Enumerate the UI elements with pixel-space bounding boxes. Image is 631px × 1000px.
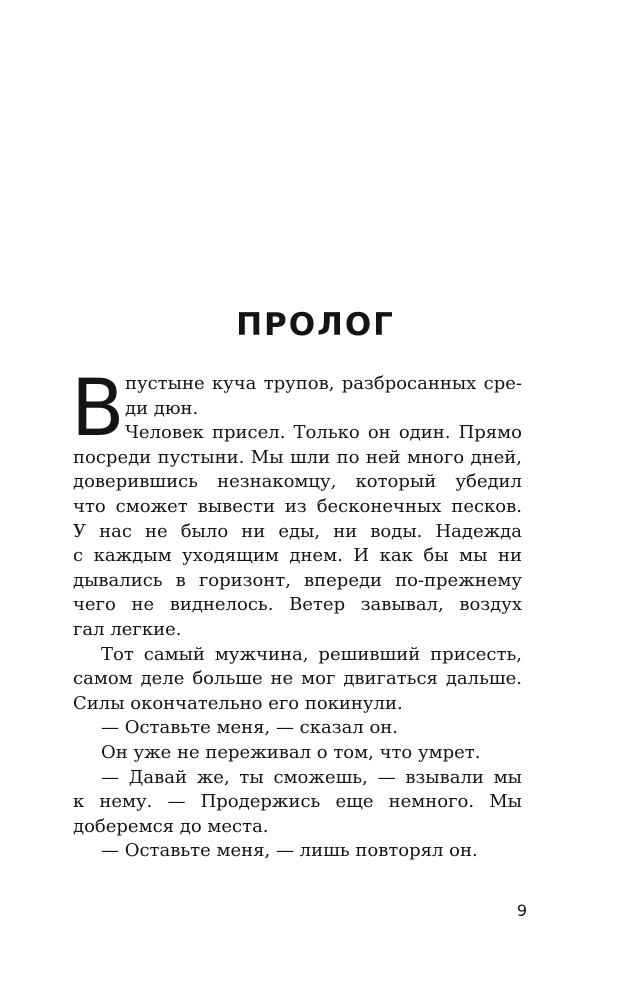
text-line: Силы окончательно его покинули. (73, 692, 403, 714)
text-line: Человек присел. Только он один. Прямо (125, 422, 522, 444)
text-line: чего не виднелось. Ветер завывал, воздух (73, 594, 522, 616)
text-line: что сможет вывести из бесконечных песков. (73, 495, 522, 517)
text-line: пустыне куча трупов, разбросанных сре- (125, 373, 522, 394)
text-line: Он уже не переживал о том, что умрет. (101, 741, 481, 763)
drop-cap: В (71, 364, 125, 454)
chapter-title: ПРОЛОГ (236, 307, 395, 343)
text-line: доверившись незнакомцу, который убедил (73, 471, 522, 493)
text-line: дывались в горизонт, впереди по-прежнему (73, 569, 522, 591)
text-line: ди дюн. (125, 397, 199, 419)
text-line: У нас не было ни еды, ни воды. Надежда (73, 520, 522, 542)
text-line: доберемся до места. (73, 815, 269, 837)
text-line: — Давай же, ты сможешь, — взывали мы (101, 766, 522, 788)
text-line: Тот самый мужчина, решивший присесть, (101, 643, 522, 665)
text-line: к нему. — Продержись еще немного. Мы (73, 791, 522, 813)
page-number: 9 (516, 901, 527, 920)
text-line: с каждым уходящим днем. И как бы мы ни (73, 545, 522, 567)
text-line: гал легкие. (73, 618, 182, 640)
text-line: самом деле больше не мог двигаться дальше. (73, 668, 522, 690)
body-text (71, 364, 522, 864)
text-line: — Оставьте меня, — сказал он. (101, 717, 399, 739)
text-line: посреди пустыни. Мы шли по ней много дней, (73, 446, 522, 468)
text-line: — Оставьте меня, — лишь повторял он. (101, 840, 478, 862)
